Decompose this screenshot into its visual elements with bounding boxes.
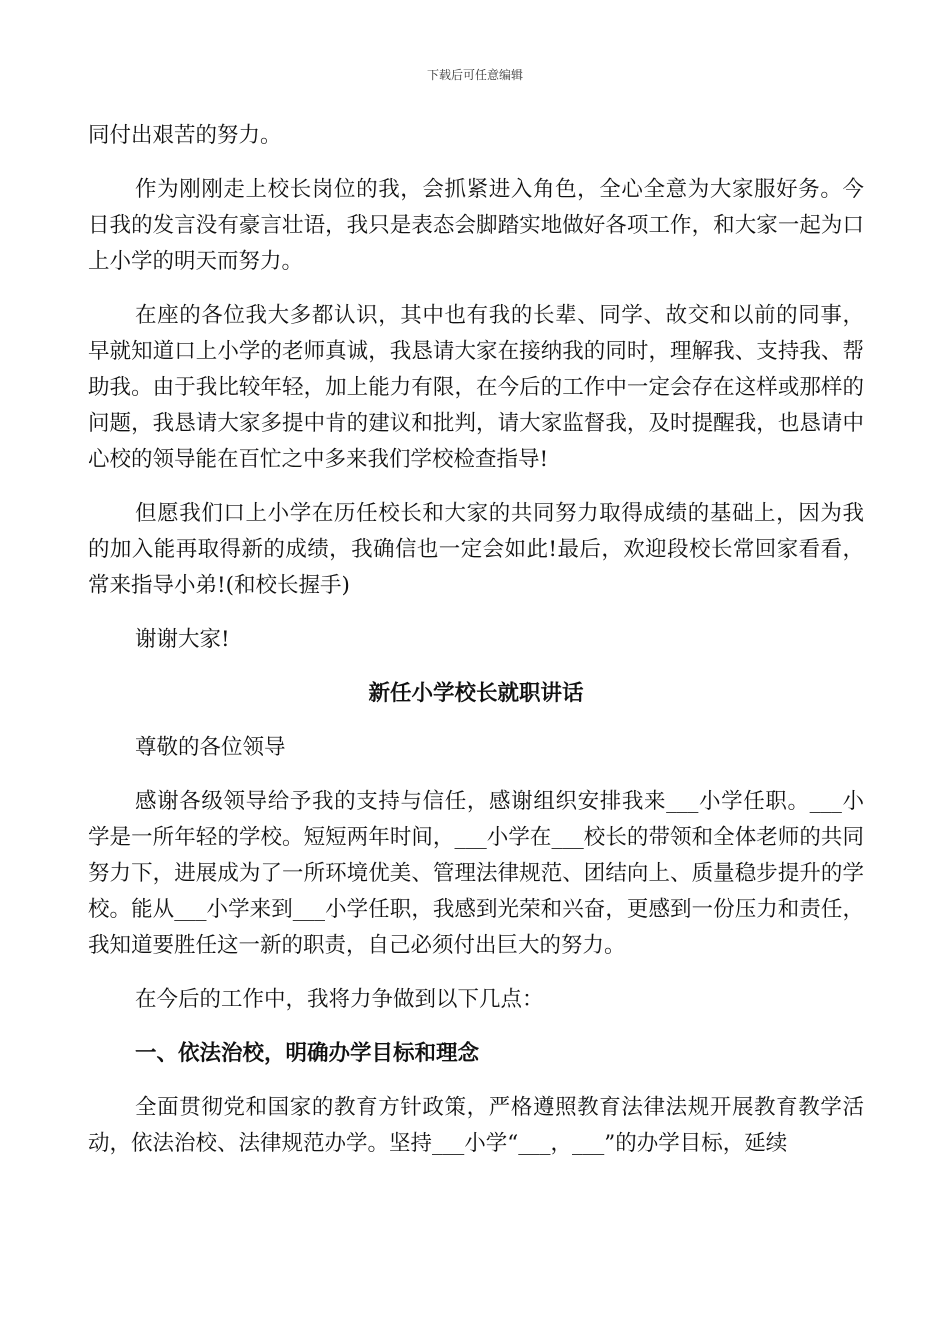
page-header: 下载后可任意编辑 xyxy=(426,68,523,82)
document-title: 新任小学校长就职讲话 xyxy=(368,681,584,706)
paragraph: 在今后的工作中，我将力争做到以下几点： xyxy=(135,987,544,1012)
paragraph: 谢谢大家! xyxy=(135,627,230,652)
paragraph: 全面贯彻党和国家的教育方针政策，严格遵照教育法律法规开展教育教学活动，依法治校、法律规范办学。坚持___小学“___，___”的办学目标，延续 xyxy=(88,1095,864,1156)
section-heading: 一、依法治校，明确办学目标和理念 xyxy=(135,1041,480,1066)
paragraph: 但愿我们口上小学在历任校长和大家的共同努力取得成绩的基础上，因为我的加入能再取得新的成绩，我确信也一定会如此!最后，欢迎段校长常回家看看，常来指导小弟!(和校长握手) xyxy=(88,501,864,598)
paragraph: 作为刚刚走上校长岗位的我，会抓紧进入角色，全心全意为大家服好务。今日我的发言没有豪言壮语，我只是表态会脚踏实地做好各项工作，和大家一起为口上小学的明天而努力。 xyxy=(88,177,864,274)
paragraph: 感谢各级领导给予我的支持与信任，感谢组织安排我来___小学任职。___小学是一所年轻的学校。短短两年时间，___小学在___校长的带领和全体老师的共同努力下，进展成为了一所环境优美、管理法律规范、团结向上、质量稳步提升的学校。能从___小学来到___小学任职，我感到光荣和兴奋，更感到一份压力和责任，我知道要胜任这一新的职责，自己必须付出巨大的努力。 xyxy=(88,789,864,958)
paragraph: 在座的各位我大多都认识，其中也有我的长辈、同学、故交和以前的同事，早就知道口上小学的老师真诚，我恳请大家在接纳我的同时，理解我、支持我、帮助我。由于我比较年轻，加上能力有限，在今后的工作中一定会存在这样或那样的问题，我恳请大家多提中肯的建议和批判，请大家监督我，及时提醒我，也恳请中心校的领导能在百忙之中多来我们学校检查指导! xyxy=(88,303,864,472)
paragraph: 同付出艰苦的努力。 xyxy=(88,123,282,148)
salutation: 尊敬的各位领导 xyxy=(135,735,286,760)
document-body xyxy=(88,118,864,1180)
